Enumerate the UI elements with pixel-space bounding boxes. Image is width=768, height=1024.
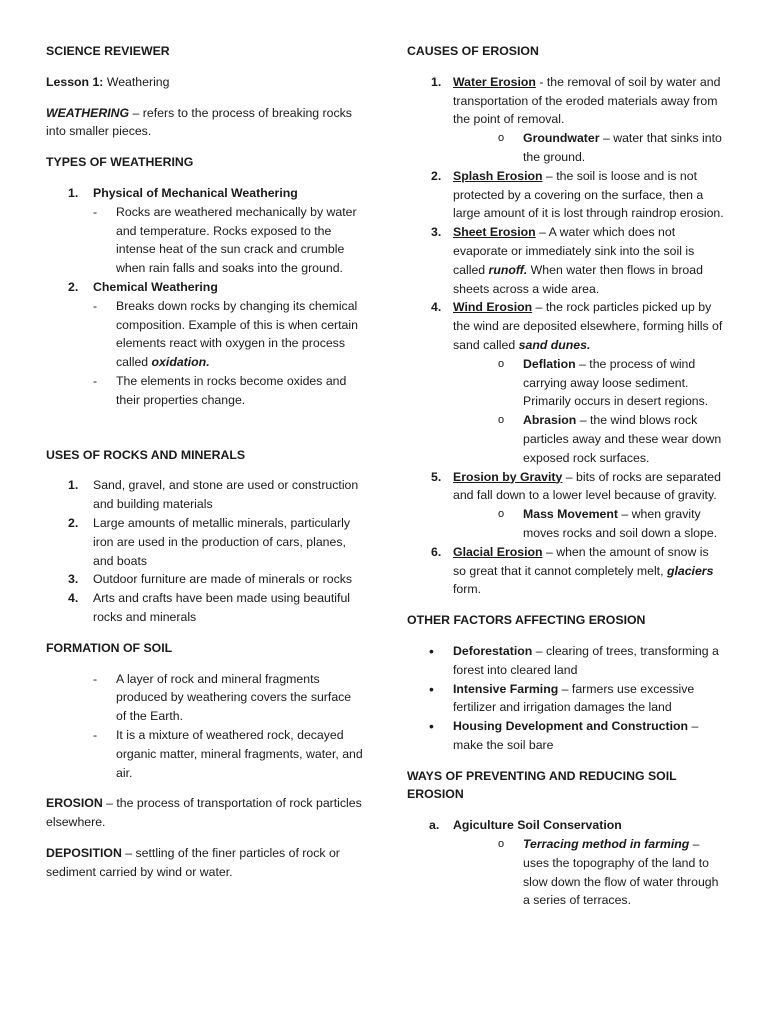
ways-item xyxy=(407,816,725,835)
sub-item xyxy=(407,129,725,167)
ways-heading: WAYS OF PREVENTING AND REDUCING SOIL EROSION xyxy=(407,768,677,802)
bullet-icon: • xyxy=(429,718,434,735)
runoff-term: runoff. xyxy=(488,262,528,277)
factor-text: Housing Development and Construction – make the soil bare xyxy=(453,719,699,752)
dash-bullet: - xyxy=(93,727,98,742)
cause-term: Glacial Erosion xyxy=(453,544,543,559)
soil-text: It is a mixture of weathered rock, decayed organic matter, mineral fragments, water, and air. xyxy=(116,727,363,780)
sub-text: Deflation – the process of wind carrying away loose sediment. Primarily occurs in desert regions. xyxy=(523,356,709,409)
cause-text: Water Erosion - the removal of soil by water and transportation of the eroded materials away from the point of removal. xyxy=(453,74,721,127)
factor-item xyxy=(407,680,725,718)
sub-text: Groundwater – water that sinks into the ground. xyxy=(523,131,722,164)
uses-item xyxy=(46,589,364,627)
uses-item xyxy=(46,514,364,570)
terracing-term: Terracing method in farming xyxy=(523,837,690,852)
cause-text: Splash Erosion – the soil is loose and is not protected by a covering on the surface, then a large amount of it is lost through raindrop erosion. xyxy=(453,168,724,221)
types-heading: TYPES OF WEATHERING xyxy=(46,155,194,170)
type-title: Chemical Weathering xyxy=(93,279,218,294)
cause-text: Erosion by Gravity – bits of rocks are separated and fall down to a lower level because of gravity. xyxy=(453,469,721,503)
factor-text: Intensive Farming – farmers use excessive fertilizer and irrigation damages the land xyxy=(453,681,695,715)
cause-term: Water Erosion xyxy=(453,74,536,89)
erosion-definition xyxy=(46,794,364,832)
uses-item xyxy=(46,476,364,514)
cause-number: 3. xyxy=(431,225,442,240)
ways-letter: a. xyxy=(429,818,440,833)
circle-bullet-icon: o xyxy=(498,414,505,427)
dash-text: Rocks are weathered mechanically by water and temperature. Rocks exposed to the intense heat of the sun crack and crumble when rain falls and soaks into the ground. xyxy=(116,204,357,276)
uses-number: 3. xyxy=(68,572,79,587)
type-dash-item xyxy=(46,297,364,372)
sub-item xyxy=(407,835,725,910)
uses-item xyxy=(46,570,364,589)
factors-heading: OTHER FACTORS AFFECTING EROSION xyxy=(407,613,646,628)
cause-number: 4. xyxy=(431,300,442,315)
lesson-line xyxy=(46,73,364,92)
type-dash-item xyxy=(46,372,364,410)
causes-heading: CAUSES OF EROSION xyxy=(407,44,539,58)
sub-term: Abrasion xyxy=(523,413,577,428)
cause-item xyxy=(407,223,725,298)
type-number: 1. xyxy=(68,185,79,200)
cause-number: 5. xyxy=(431,469,442,484)
soil-text: A layer of rock and mineral fragments produced by weathering covers the surface of the Earth. xyxy=(116,671,352,724)
weathering-definition xyxy=(46,104,364,142)
soil-dash-item xyxy=(46,670,364,726)
sub-item xyxy=(407,411,725,467)
circle-bullet-icon: o xyxy=(498,838,505,851)
circle-bullet-icon: o xyxy=(498,357,505,370)
sub-term: Groundwater xyxy=(523,131,600,146)
cause-item xyxy=(407,298,725,354)
lesson-name: Weathering xyxy=(103,74,170,89)
document-title: SCIENCE REVIEWER xyxy=(46,44,170,58)
weathering-term: WEATHERING xyxy=(46,105,130,120)
factor-item xyxy=(407,717,725,755)
uses-text: Outdoor furniture are made of minerals or rocks xyxy=(93,572,353,587)
deposition-def-text: – settling of the finer particles of rock or sediment carried by wind or water. xyxy=(46,845,340,879)
dash-bullet: - xyxy=(93,204,98,219)
cause-item xyxy=(407,73,725,129)
factor-term: Intensive Farming xyxy=(453,681,559,696)
circle-bullet-icon: o xyxy=(498,132,505,145)
cause-item xyxy=(407,167,725,223)
cause-term: Splash Erosion xyxy=(453,168,543,183)
cause-number: 1. xyxy=(431,74,442,89)
cause-number: 6. xyxy=(431,544,442,559)
type-item xyxy=(46,278,364,297)
deposition-term: DEPOSITION xyxy=(46,845,122,860)
weathering-def-text: – refers to the process of breaking rocks into smaller pieces. xyxy=(46,105,352,139)
sub-term: Deflation xyxy=(523,356,576,371)
uses-number: 2. xyxy=(68,515,79,530)
uses-text: Arts and crafts have been made using beautiful rocks and minerals xyxy=(93,591,351,624)
cause-text: Glacial Erosion – when the amount of snow is so great that it cannot completely melt, glaciers form. xyxy=(453,544,714,597)
factor-term: Housing Development and Construction xyxy=(453,719,689,734)
factor-item xyxy=(407,642,725,680)
uses-number: 1. xyxy=(68,478,79,493)
dash-text: The elements in rocks become oxides and their properties change. xyxy=(116,373,347,407)
uses-text: Large amounts of metallic minerals, particularly iron are used in the production of cars, planes, and boats xyxy=(93,515,350,568)
sand-dunes-term: sand dunes. xyxy=(518,337,591,352)
dash-bullet: - xyxy=(93,671,98,686)
type-title: Physical of Mechanical Weathering xyxy=(93,185,298,200)
type-number: 2. xyxy=(68,279,79,294)
cause-term: Wind Erosion xyxy=(453,300,533,315)
soil-heading: FORMATION OF SOIL xyxy=(46,640,173,655)
bullet-icon: • xyxy=(429,680,434,697)
erosion-term: EROSION xyxy=(46,796,103,811)
uses-heading: USES OF ROCKS AND MINERALS xyxy=(46,447,246,462)
uses-text: Sand, gravel, and stone are used or construction and building materials xyxy=(93,478,359,512)
ways-title: Agiculture Soil Conservation xyxy=(453,818,622,833)
glaciers-term: glaciers xyxy=(666,563,714,578)
cause-item xyxy=(407,543,725,599)
cause-term: Sheet Erosion xyxy=(453,225,536,240)
cause-text: Wind Erosion – the rock particles picked up by the wind are deposited elsewhere, forming hills of sand called sand dunes. xyxy=(453,300,723,352)
soil-dash-item xyxy=(46,726,364,782)
sub-text: Terracing method in farming – uses the topography of the land to slow down the flow of water through a series of terraces. xyxy=(523,837,719,908)
cause-text: Sheet Erosion – A water which does not evaporate or immediately sink into the soil is called runoff. When water then flows in broad sheets across a wide area. xyxy=(453,225,703,296)
sub-text: Abrasion – the wind blows rock particles away and these wear down exposed rock surfaces. xyxy=(523,413,722,465)
left-column xyxy=(46,42,364,881)
sub-item xyxy=(407,505,725,543)
dash-bullet: - xyxy=(93,373,98,388)
factor-text: Deforestation – clearing of trees, transforming a forest into cleared land xyxy=(453,643,719,677)
sub-term: Mass Movement xyxy=(523,507,618,522)
type-dash-item xyxy=(46,203,364,278)
circle-bullet-icon: o xyxy=(498,508,505,521)
dash-bullet: - xyxy=(93,298,98,313)
sub-item xyxy=(407,355,725,411)
deposition-definition xyxy=(46,844,364,882)
cause-term: Erosion by Gravity xyxy=(453,469,563,484)
dash-text: Breaks down rocks by changing its chemical composition. Example of this is when certain elements react with oxygen in the process called oxidation. xyxy=(116,298,358,370)
oxidation-term: oxidation. xyxy=(151,355,210,370)
uses-number: 4. xyxy=(68,591,79,606)
cause-number: 2. xyxy=(431,168,442,183)
bullet-icon: • xyxy=(429,642,434,659)
right-column xyxy=(407,42,725,910)
sub-text: Mass Movement – when gravity moves rocks and soil down a slope. xyxy=(523,507,718,540)
factor-term: Deforestation xyxy=(453,643,533,658)
lesson-label: Lesson 1: xyxy=(46,74,104,89)
erosion-def-text: – the process of transportation of rock particles elsewhere. xyxy=(46,796,362,830)
cause-item xyxy=(407,468,725,506)
type-item xyxy=(46,184,364,203)
